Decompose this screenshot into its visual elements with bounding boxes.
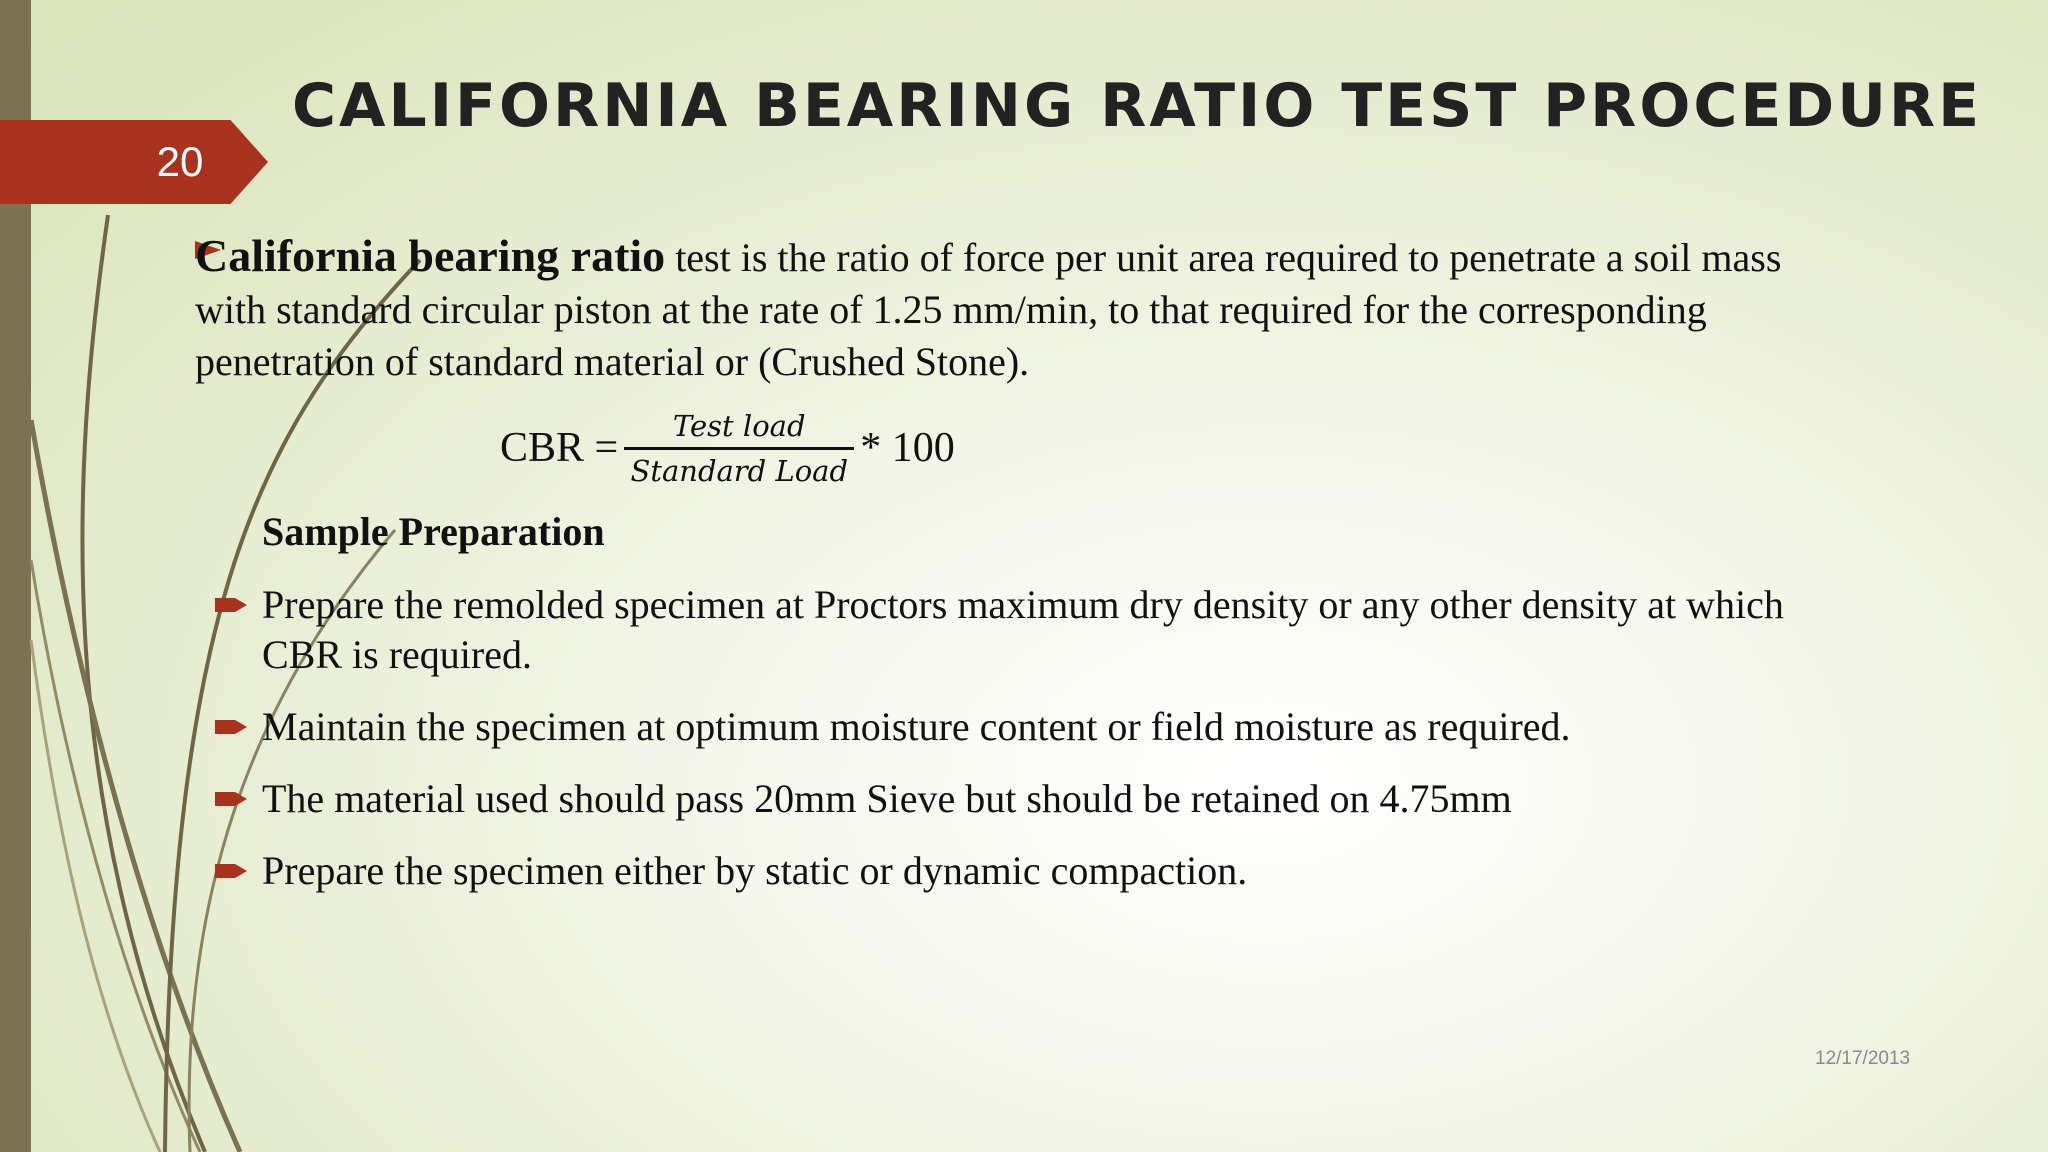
list-item-text: The material used should pass 20mm Sieve but should be retained on 4.75mm — [262, 776, 1512, 821]
bullet-list — [215, 580, 1815, 916]
fraction-bar — [624, 447, 854, 450]
formula-denominator: Standard Load — [630, 453, 849, 488]
intro-paragraph — [195, 230, 1835, 388]
formula-multiplier: * 100 — [860, 425, 955, 471]
list-item-text: Prepare the specimen either by static or dynamic compaction. — [262, 848, 1248, 893]
slide-date: 12/17/2013 — [1815, 1048, 1911, 1069]
list-item — [215, 774, 1815, 824]
red-arrow-bullet-icon — [215, 861, 247, 881]
slide-title: CALIFORNIA BEARING RATIO TEST PROCEDURE — [292, 71, 1983, 141]
intro-block — [195, 230, 1835, 388]
slide-number: 20 — [156, 138, 204, 185]
slide-number-tab — [0, 120, 268, 204]
list-item — [215, 846, 1815, 896]
red-arrow-bullet-icon — [215, 789, 247, 809]
formula-numerator: Test load — [672, 408, 806, 443]
red-arrow-bullet-icon — [215, 717, 247, 737]
intro-definition: test is the ratio of force per unit area required to penetrate a soil mass with standard circular piston at the rate of 1.25 mm/min, to that required for the corresponding penetration of standard material or (Crushed Stone). — [195, 235, 1782, 384]
list-item-text: Maintain the specimen at optimum moisture content or field moisture as required. — [262, 704, 1571, 749]
list-item — [215, 702, 1815, 752]
formula-fraction — [624, 407, 854, 490]
section-heading: Sample Preparation — [262, 509, 605, 554]
intro-term: California bearing ratio — [195, 230, 666, 281]
formula-lhs: CBR = — [500, 425, 619, 471]
cbr-formula — [500, 408, 955, 488]
red-arrow-bullet-icon — [215, 595, 247, 615]
list-item — [215, 580, 1815, 680]
list-item-text: Prepare the remolded specimen at Proctors maximum dry density or any other density at which CBR is required. — [262, 582, 1784, 677]
